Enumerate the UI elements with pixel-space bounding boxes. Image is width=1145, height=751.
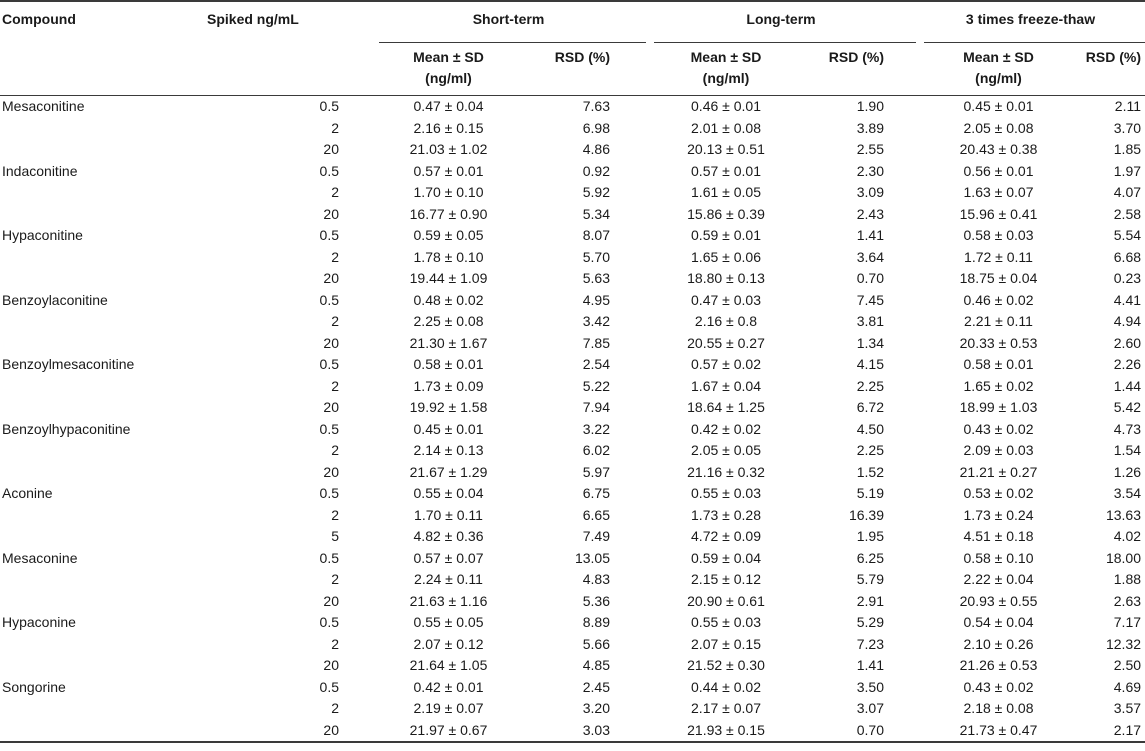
- short-term-mean-cell: 2.25 ± 0.08: [413, 313, 484, 329]
- freeze-thaw-mean-cell: 21.73 ± 0.47: [916, 720, 1081, 743]
- compound-cell: [0, 311, 205, 333]
- spiked-cell: 0.5: [319, 420, 339, 437]
- short-term-mean-cell: 2.16 ± 0.15: [413, 119, 484, 136]
- short-term-rsd-cell: 3.20: [582, 700, 610, 716]
- long-term-mean-cell: 0.46 ± 0.01: [691, 98, 761, 114]
- spiked-cell: 2: [331, 635, 339, 652]
- freeze-thaw-rsd-cell: 2.58: [1113, 205, 1142, 222]
- table-row: [0, 182, 1145, 204]
- long-term-mean-cell: 0.57 ± 0.01: [691, 162, 761, 179]
- freeze-thaw-mean-cell: 0.58 ± 0.03: [963, 227, 1034, 243]
- spiked-cell: 20: [323, 463, 339, 480]
- table-row: [0, 397, 1145, 419]
- freeze-thaw-rsd-cell: 3.57: [1113, 700, 1142, 716]
- short-term-mean-cell: 1.70 ± 0.11: [414, 506, 483, 523]
- rsd-header-short: RSD (%): [554, 49, 610, 65]
- compound-cell: [0, 526, 205, 548]
- compound-cell: [0, 462, 205, 484]
- short-term-mean-cell: 2.24 ± 0.11: [414, 571, 483, 587]
- long-term-rsd-cell: 5.19: [856, 485, 884, 501]
- compound-cell: [0, 182, 205, 204]
- short-term-mean-cell: 1.70 ± 0.10: [413, 184, 484, 200]
- table-row: [0, 440, 1145, 462]
- spiked-cell: 0.5: [319, 98, 339, 114]
- compound-cell: [0, 333, 205, 355]
- short-term-rsd-cell: 7.94: [582, 399, 610, 415]
- freeze-thaw-rsd-cell: 0.23: [1113, 270, 1142, 286]
- table-row: [0, 591, 1145, 613]
- short-term-mean-cell: 0.55 ± 0.05: [413, 614, 484, 630]
- compound-cell: [0, 268, 205, 290]
- spiked-cell: 20: [323, 399, 339, 415]
- table-row: [0, 376, 1145, 398]
- long-term-rsd-cell: 3.89: [856, 119, 884, 136]
- long-term-rsd-cell: 3.64: [856, 248, 884, 265]
- freeze-thaw-mean-cell: 1.65 ± 0.02: [963, 377, 1034, 394]
- freeze-thaw-mean-cell: 2.10 ± 0.26: [963, 635, 1034, 652]
- table-row: [0, 96, 1145, 118]
- short-term-rsd-cell: 4.85: [582, 657, 610, 673]
- short-term-mean-cell: 0.57 ± 0.01: [413, 162, 484, 179]
- table-row: [0, 655, 1145, 677]
- table-row: [0, 698, 1145, 720]
- freeze-thaw-mean-cell: 1.72 ± 0.11: [964, 248, 1033, 265]
- freeze-thaw-mean-cell: 20.33 ± 0.53: [959, 334, 1038, 351]
- spiked-cell: 20: [205, 720, 371, 743]
- spiked-cell: 2: [331, 571, 339, 587]
- short-term-rsd-cell: 6.98: [582, 119, 610, 136]
- long-term-mean-cell: 2.16 ± 0.8: [694, 313, 758, 329]
- group-underline: [924, 42, 1145, 43]
- freeze-thaw-mean-cell: 2.09 ± 0.03: [963, 442, 1034, 458]
- freeze-thaw-mean-cell: 0.54 ± 0.04: [963, 614, 1034, 630]
- short-term-mean-cell: 16.77 ± 0.90: [409, 205, 488, 222]
- long-term-mean-cell: 20.55 ± 0.27: [687, 334, 765, 351]
- freeze-thaw-rsd-cell: 7.17: [1113, 614, 1142, 630]
- compound-cell: [0, 139, 205, 161]
- freeze-thaw-rsd-cell: 1.26: [1113, 463, 1142, 480]
- spiked-cell: 20: [323, 141, 339, 157]
- long-term-rsd-cell: 0.70: [856, 270, 884, 286]
- spiked-cell: 2: [331, 506, 339, 523]
- long-term-rsd-cell: 6.72: [856, 399, 884, 415]
- spiked-cell: 0.5: [319, 678, 339, 695]
- table-row: [0, 333, 1145, 355]
- long-term-rsd-cell: 1.41: [856, 657, 884, 673]
- table-row: [0, 354, 1145, 376]
- long-term-mean-cell: 2.07 ± 0.15: [691, 635, 761, 652]
- table-row: [0, 204, 1145, 226]
- freeze-thaw-mean-cell: 2.18 ± 0.08: [963, 700, 1034, 716]
- freeze-thaw-rsd-cell: 5.54: [1113, 227, 1142, 243]
- short-term-rsd-cell: 6.75: [582, 485, 610, 501]
- freeze-thaw-mean-cell: 20.93 ± 0.55: [959, 592, 1038, 609]
- long-term-mean-cell: 15.86 ± 0.39: [687, 205, 765, 222]
- table-row: [0, 548, 1145, 570]
- table-row: [0, 311, 1145, 333]
- mean-sd-label: Mean ± SD: [963, 49, 1034, 65]
- short-term-rsd-cell: 6.02: [582, 442, 610, 458]
- compound-cell: [0, 634, 205, 656]
- freeze-thaw-mean-cell: 0.58 ± 0.10: [963, 549, 1034, 566]
- table-row: [0, 225, 1145, 247]
- short-term-rsd-cell: 8.07: [582, 227, 610, 243]
- short-term-rsd-cell: 7.63: [582, 98, 610, 114]
- compound-cell: Aconine: [2, 485, 53, 501]
- short-term-rsd-cell: 3.42: [582, 313, 610, 329]
- long-term-rsd-cell: 5.29: [856, 614, 884, 630]
- short-term-mean-cell: 21.67 ± 1.29: [409, 463, 488, 480]
- spiked-cell: 0.5: [319, 291, 339, 308]
- freeze-thaw-mean-cell: 2.22 ± 0.04: [963, 571, 1034, 587]
- rsd-header-long: RSD (%): [828, 49, 884, 65]
- compound-header: Compound: [0, 1, 205, 43]
- table-row: [0, 139, 1145, 161]
- group-header-short-term: [371, 1, 646, 43]
- compound-cell: [0, 505, 205, 527]
- short-term-mean-cell: 1.78 ± 0.10: [413, 248, 484, 265]
- freeze-thaw-rsd-cell: 4.94: [1113, 313, 1142, 329]
- long-term-mean-cell: 0.59 ± 0.04: [691, 549, 761, 566]
- spiked-cell: 20: [323, 334, 339, 351]
- long-term-mean-cell: 1.65 ± 0.06: [691, 248, 761, 265]
- long-term-rsd-cell: 7.45: [856, 291, 884, 308]
- compound-cell: [0, 569, 205, 591]
- short-term-rsd-cell: 3.22: [582, 420, 610, 437]
- short-term-rsd-cell: 5.36: [582, 592, 610, 609]
- spiked-cell: 2: [331, 248, 339, 265]
- short-term-mean-cell: 0.45 ± 0.01: [413, 420, 484, 437]
- short-term-mean-cell: 21.30 ± 1.67: [409, 334, 488, 351]
- short-term-rsd-cell: 6.65: [582, 506, 610, 523]
- freeze-thaw-mean-cell: 20.43 ± 0.38: [959, 141, 1038, 157]
- group-underline: [379, 42, 646, 43]
- long-term-rsd-cell: 2.55: [856, 141, 884, 157]
- compound-cell: [0, 655, 205, 677]
- mean-sd-unit: (ng/ml): [975, 70, 1022, 86]
- mean-sd-unit: (ng/ml): [425, 70, 472, 86]
- freeze-thaw-rsd-cell: 3.54: [1113, 485, 1142, 501]
- freeze-thaw-rsd-cell: 3.70: [1113, 119, 1142, 136]
- compound-cell: Benzoylhypaconitine: [2, 420, 131, 437]
- spiked-cell: 5: [331, 528, 339, 544]
- freeze-thaw-mean-cell: 4.51 ± 0.18: [963, 528, 1034, 544]
- header-row-subcolumns: [0, 43, 1145, 96]
- table-row: [0, 526, 1145, 548]
- freeze-thaw-rsd-cell: 1.54: [1113, 442, 1142, 458]
- spiked-cell: 20: [323, 592, 339, 609]
- long-term-rsd-cell: 5.79: [856, 571, 884, 587]
- long-term-mean-cell: 0.44 ± 0.02: [691, 678, 761, 695]
- table-row: [0, 483, 1145, 505]
- short-term-mean-cell: 2.19 ± 0.07: [413, 700, 484, 716]
- group-header-long-term: [646, 1, 916, 43]
- table-row: [0, 505, 1145, 527]
- header-blank: [0, 43, 205, 96]
- compound-cell: [0, 204, 205, 226]
- short-term-mean-cell: 0.58 ± 0.01: [413, 356, 484, 372]
- freeze-thaw-rsd-cell: 18.00: [1105, 549, 1142, 566]
- group-label-freeze-thaw: 3 times freeze-thaw: [965, 11, 1096, 27]
- short-term-rsd-cell: 0.92: [582, 162, 610, 179]
- spiked-cell: 20: [323, 270, 339, 286]
- mean-sd-label: Mean ± SD: [690, 49, 762, 65]
- freeze-thaw-rsd-cell: 13.63: [1105, 506, 1142, 523]
- spiked-cell: 2: [331, 184, 339, 200]
- short-term-mean-cell: 2.14 ± 0.13: [413, 442, 484, 458]
- spiked-cell: 0.5: [319, 549, 339, 566]
- freeze-thaw-mean-cell: 18.75 ± 0.04: [959, 270, 1038, 286]
- header-blank: [205, 43, 371, 96]
- short-term-mean-cell: 0.47 ± 0.04: [413, 98, 484, 114]
- short-term-mean-cell: 2.07 ± 0.12: [413, 635, 484, 652]
- short-term-rsd-cell: 5.92: [582, 184, 610, 200]
- freeze-thaw-rsd-cell: 2.11: [1114, 98, 1142, 114]
- long-term-mean-cell: 21.16 ± 0.32: [687, 463, 765, 480]
- freeze-thaw-mean-cell: 2.05 ± 0.08: [963, 119, 1034, 136]
- compound-cell: [0, 720, 205, 743]
- long-term-rsd-cell: 2.25: [856, 377, 884, 394]
- spiked-cell: 2: [331, 119, 339, 136]
- compound-cell: [0, 591, 205, 613]
- long-term-mean-cell: 0.47 ± 0.03: [691, 291, 761, 308]
- freeze-thaw-rsd-cell: 2.26: [1113, 356, 1142, 372]
- table-body: [0, 96, 1145, 743]
- freeze-thaw-mean-cell: 0.53 ± 0.02: [963, 485, 1034, 501]
- long-term-mean-cell: 0.42 ± 0.02: [691, 420, 761, 437]
- long-term-mean-cell: 1.73 ± 0.28: [691, 506, 761, 523]
- compound-cell: [0, 376, 205, 398]
- freeze-thaw-rsd-cell: 2.63: [1113, 592, 1142, 609]
- short-term-mean-cell: 0.48 ± 0.02: [413, 291, 484, 308]
- long-term-rsd-cell: 0.70: [806, 720, 916, 743]
- freeze-thaw-rsd-cell: 1.88: [1113, 571, 1142, 587]
- spiked-cell: 2: [331, 377, 339, 394]
- long-term-rsd-cell: 3.07: [856, 700, 884, 716]
- short-term-rsd-cell: 7.49: [582, 528, 610, 544]
- compound-cell: Benzoylaconitine: [2, 291, 108, 308]
- short-term-rsd-cell: 2.45: [582, 678, 610, 695]
- short-term-mean-cell: 4.82 ± 0.36: [413, 528, 484, 544]
- table-row: [0, 612, 1145, 634]
- long-term-mean-cell: 1.61 ± 0.05: [691, 184, 761, 200]
- long-term-mean-cell: 4.72 ± 0.09: [691, 528, 761, 544]
- spiked-cell: 2: [331, 313, 339, 329]
- short-term-mean-cell: 21.63 ± 1.16: [409, 592, 488, 609]
- long-term-mean-cell: 0.57 ± 0.02: [691, 356, 761, 372]
- table-row: [0, 720, 1145, 743]
- short-term-rsd-cell: 2.54: [582, 356, 610, 372]
- short-term-rsd-cell: 7.85: [582, 334, 610, 351]
- short-term-rsd-cell: 3.03: [526, 720, 646, 743]
- long-term-rsd-cell: 3.81: [856, 313, 884, 329]
- mean-sd-header-long: [646, 43, 806, 96]
- compound-cell: Mesaconine: [2, 549, 78, 566]
- long-term-mean-cell: 2.05 ± 0.05: [691, 442, 761, 458]
- short-term-mean-cell: 0.42 ± 0.01: [413, 678, 484, 695]
- long-term-rsd-cell: 2.91: [856, 592, 884, 609]
- table-row: [0, 677, 1145, 699]
- spiked-cell: 0.5: [319, 485, 339, 501]
- freeze-thaw-rsd-cell: 2.60: [1113, 334, 1142, 351]
- group-label-short-term: Short-term: [472, 11, 545, 27]
- freeze-thaw-rsd-cell: 1.97: [1113, 162, 1142, 179]
- short-term-mean-cell: 0.55 ± 0.04: [413, 485, 484, 501]
- rsd-header-freeze: RSD (%): [1085, 49, 1142, 65]
- table-row: [0, 268, 1145, 290]
- long-term-mean-cell: 20.90 ± 0.61: [687, 592, 765, 609]
- long-term-rsd-cell: 3.50: [856, 678, 884, 695]
- short-term-rsd-cell: 4.95: [582, 291, 610, 308]
- spiked-cell: 0.5: [319, 614, 339, 630]
- freeze-thaw-mean-cell: 21.26 ± 0.53: [959, 657, 1038, 673]
- long-term-rsd-cell: 2.30: [856, 162, 884, 179]
- compound-cell: [0, 118, 205, 140]
- spiked-cell: 2: [331, 700, 339, 716]
- long-term-mean-cell: 20.13 ± 0.51: [687, 141, 765, 157]
- group-header-freeze-thaw: [916, 1, 1145, 43]
- compound-cell: Mesaconitine: [2, 98, 85, 114]
- long-term-rsd-cell: 16.39: [848, 506, 884, 523]
- long-term-rsd-cell: 6.25: [856, 549, 884, 566]
- spiked-cell: 20: [323, 657, 339, 673]
- short-term-rsd-cell: 4.83: [582, 571, 610, 587]
- mean-sd-header-freeze: [916, 43, 1081, 96]
- long-term-mean-cell: 1.67 ± 0.04: [691, 377, 761, 394]
- short-term-rsd-cell: 13.05: [574, 549, 610, 566]
- freeze-thaw-rsd-cell: 2.17: [1081, 720, 1145, 743]
- short-term-mean-cell: 0.57 ± 0.07: [413, 549, 484, 566]
- compound-cell: Indaconitine: [2, 162, 78, 179]
- compound-cell: [0, 397, 205, 419]
- freeze-thaw-mean-cell: 0.46 ± 0.02: [963, 291, 1034, 308]
- spiked-cell: 0.5: [319, 162, 339, 179]
- short-term-mean-cell: 21.03 ± 1.02: [409, 141, 488, 157]
- table-row: [0, 161, 1145, 183]
- long-term-mean-cell: 18.80 ± 0.13: [687, 270, 765, 286]
- freeze-thaw-mean-cell: 21.21 ± 0.27: [959, 463, 1038, 480]
- long-term-mean-cell: 2.01 ± 0.08: [691, 119, 761, 136]
- mean-sd-label: Mean ± SD: [413, 49, 484, 65]
- long-term-rsd-cell: 1.41: [856, 227, 884, 243]
- table-row: [0, 118, 1145, 140]
- compound-cell: Hypaconine: [2, 614, 76, 630]
- spiked-cell: 2: [331, 442, 339, 458]
- freeze-thaw-mean-cell: 1.63 ± 0.07: [963, 184, 1034, 200]
- short-term-mean-cell: 0.59 ± 0.05: [413, 227, 484, 243]
- freeze-thaw-mean-cell: 15.96 ± 0.41: [959, 205, 1038, 222]
- compound-cell: Benzoylmesaconitine: [2, 356, 135, 372]
- long-term-mean-cell: 0.55 ± 0.03: [691, 485, 761, 501]
- freeze-thaw-rsd-cell: 4.07: [1113, 184, 1142, 200]
- long-term-rsd-cell: 7.23: [856, 635, 884, 652]
- spiked-header: Spiked ng/mL: [205, 1, 371, 43]
- compound-cell: [0, 247, 205, 269]
- freeze-thaw-mean-cell: 2.21 ± 0.11: [964, 313, 1033, 329]
- long-term-mean-cell: 0.59 ± 0.01: [691, 227, 761, 243]
- short-term-rsd-cell: 5.97: [582, 463, 610, 480]
- long-term-mean-cell: 21.52 ± 0.30: [687, 657, 765, 673]
- short-term-rsd-cell: 8.89: [582, 614, 610, 630]
- compound-cell: Songorine: [2, 678, 66, 695]
- long-term-rsd-cell: 1.34: [856, 334, 884, 351]
- table-row: [0, 290, 1145, 312]
- long-term-mean-cell: 2.15 ± 0.12: [691, 571, 761, 587]
- short-term-mean-cell: 1.73 ± 0.09: [413, 377, 484, 394]
- freeze-thaw-mean-cell: 0.58 ± 0.01: [963, 356, 1034, 372]
- long-term-rsd-cell: 1.90: [856, 98, 884, 114]
- short-term-rsd-cell: 4.86: [582, 141, 610, 157]
- freeze-thaw-mean-cell: 0.45 ± 0.01: [963, 98, 1034, 114]
- freeze-thaw-mean-cell: 1.73 ± 0.24: [963, 506, 1034, 523]
- compound-cell: [0, 698, 205, 720]
- table-row: [0, 419, 1145, 441]
- freeze-thaw-rsd-cell: 4.41: [1113, 291, 1142, 308]
- spiked-cell: 0.5: [319, 356, 339, 372]
- spiked-cell: 0.5: [319, 227, 339, 243]
- short-term-rsd-cell: 5.70: [582, 248, 610, 265]
- mean-sd-header-short: [371, 43, 526, 96]
- long-term-rsd-cell: 2.43: [856, 205, 884, 222]
- compound-cell: Hypaconitine: [2, 227, 83, 243]
- table-row: [0, 247, 1145, 269]
- short-term-mean-cell: 21.64 ± 1.05: [409, 657, 488, 673]
- long-term-rsd-cell: 4.15: [856, 356, 884, 372]
- long-term-mean-cell: 21.93 ± 0.15: [646, 720, 806, 743]
- short-term-mean-cell: 19.44 ± 1.09: [409, 270, 488, 286]
- freeze-thaw-mean-cell: 18.99 ± 1.03: [959, 399, 1038, 415]
- freeze-thaw-rsd-cell: 1.85: [1113, 141, 1142, 157]
- short-term-rsd-cell: 5.63: [582, 270, 610, 286]
- freeze-thaw-mean-cell: 0.56 ± 0.01: [963, 162, 1034, 179]
- long-term-mean-cell: 2.17 ± 0.07: [691, 700, 761, 716]
- short-term-mean-cell: 21.97 ± 0.67: [371, 720, 526, 743]
- header-row-groups: [0, 1, 1145, 43]
- long-term-mean-cell: 18.64 ± 1.25: [687, 399, 765, 415]
- freeze-thaw-rsd-cell: 4.73: [1113, 420, 1142, 437]
- long-term-rsd-cell: 4.50: [856, 420, 884, 437]
- group-label-long-term: Long-term: [746, 11, 816, 27]
- freeze-thaw-rsd-cell: 5.42: [1113, 399, 1142, 415]
- freeze-thaw-mean-cell: 0.43 ± 0.02: [963, 678, 1034, 695]
- table-header: [0, 1, 1145, 96]
- long-term-rsd-cell: 3.09: [856, 184, 884, 200]
- long-term-rsd-cell: 1.95: [856, 528, 884, 544]
- group-underline: [654, 42, 916, 43]
- spiked-cell: 20: [323, 205, 339, 222]
- table-row: [0, 569, 1145, 591]
- freeze-thaw-rsd-cell: 1.44: [1113, 377, 1142, 394]
- mean-sd-unit: (ng/ml): [702, 70, 750, 86]
- table-row: [0, 462, 1145, 484]
- freeze-thaw-rsd-cell: 4.69: [1113, 678, 1142, 695]
- short-term-mean-cell: 19.92 ± 1.58: [409, 399, 488, 415]
- long-term-rsd-cell: 2.25: [856, 442, 884, 458]
- long-term-mean-cell: 0.55 ± 0.03: [691, 614, 761, 630]
- freeze-thaw-mean-cell: 0.43 ± 0.02: [963, 420, 1034, 437]
- short-term-rsd-cell: 5.34: [582, 205, 610, 222]
- freeze-thaw-rsd-cell: 2.50: [1113, 657, 1142, 673]
- short-term-rsd-cell: 5.22: [582, 377, 610, 394]
- table-row: [0, 634, 1145, 656]
- freeze-thaw-rsd-cell: 12.32: [1105, 635, 1142, 652]
- freeze-thaw-rsd-cell: 4.02: [1113, 528, 1142, 544]
- freeze-thaw-rsd-cell: 6.68: [1113, 248, 1142, 265]
- long-term-rsd-cell: 1.52: [856, 463, 884, 480]
- compound-cell: [0, 440, 205, 462]
- short-term-rsd-cell: 5.66: [582, 635, 610, 652]
